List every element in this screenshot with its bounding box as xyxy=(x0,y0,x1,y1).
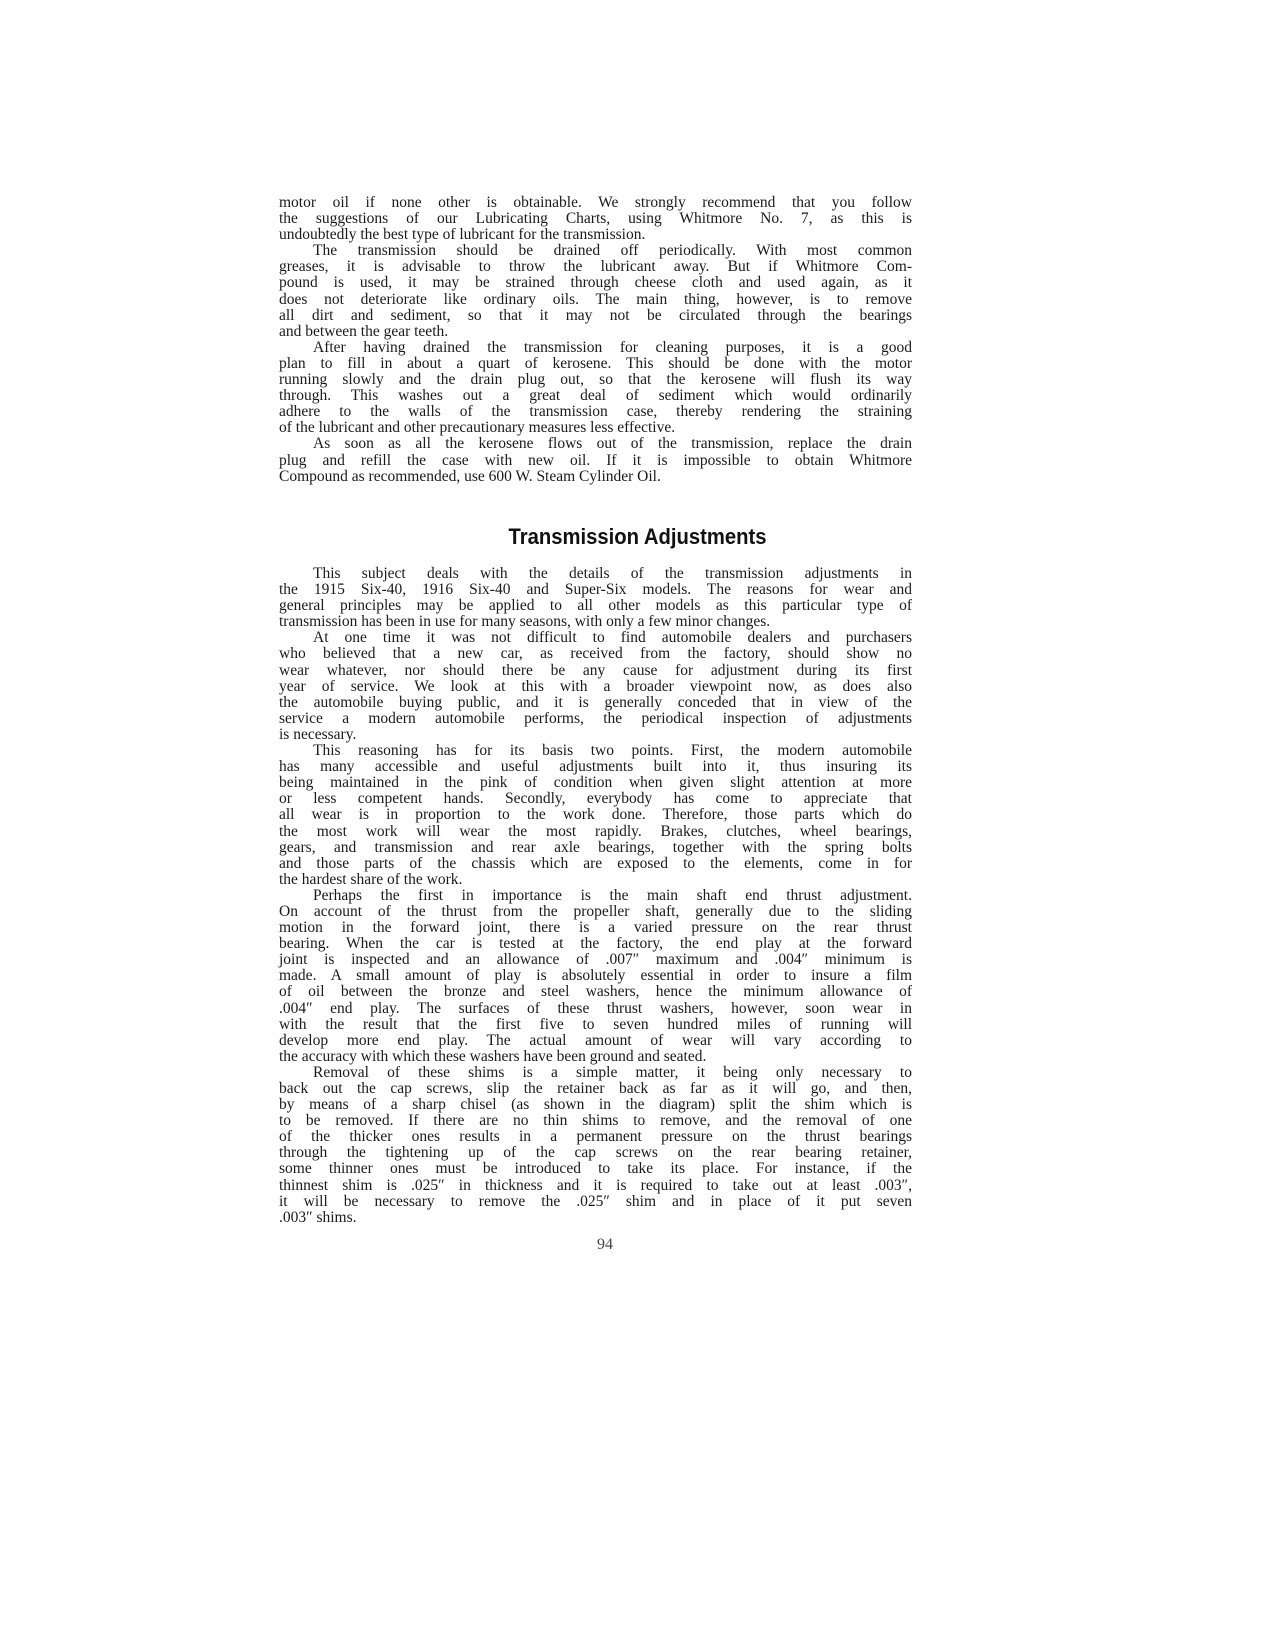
text-line: the accuracy with which these washers have been ground and seated. xyxy=(279,1047,707,1065)
text-line: general principles may be applied to all other models as this particular type of xyxy=(279,597,912,615)
text-line: to be removed. If there are no thin shims to remove, and the removal of one xyxy=(279,1112,912,1130)
text-line: it will be necessary to remove the .025″ shim and in place of it put seven xyxy=(279,1192,912,1210)
text-line: all wear is in proportion to the work done. Therefore, those parts which do xyxy=(279,806,912,824)
paragraph xyxy=(279,566,912,630)
text-line: .003″ shims. xyxy=(279,1208,357,1226)
text-line: greases, it is advisable to throw the lubricant away. But if Whitmore Com- xyxy=(279,258,912,276)
text-line: joint is inspected and an allowance of .007″ maximum and .004″ minimum is xyxy=(279,951,912,969)
text-line: who believed that a new car, as received from the factory, should show no xyxy=(279,645,912,663)
text-line: As soon as all the kerosene flows out of the transmission, replace the drain xyxy=(313,435,912,453)
text-line: gears, and transmission and rear axle bearings, together with the spring bolts xyxy=(279,838,912,856)
text-line: or less competent hands. Secondly, everybody has come to appreciate that xyxy=(279,790,912,808)
page-number: 94 xyxy=(597,1236,613,1253)
paragraph xyxy=(279,436,912,484)
text-line: transmission has been in use for many seasons, with only a few minor changes. xyxy=(279,613,771,631)
paragraph xyxy=(279,1065,912,1226)
text-line: the most work will wear the most rapidly. Brakes, clutches, wheel bearings, xyxy=(279,822,912,840)
text-line: and between the gear teeth. xyxy=(279,322,449,340)
text-line: On account of the thrust from the propeller shaft, generally due to the sliding xyxy=(279,902,912,920)
text-line: undoubtedly the best type of lubricant for the transmission. xyxy=(279,226,646,244)
text-line: Perhaps the first in importance is the main shaft end thrust adjustment. xyxy=(313,886,912,904)
text-line: plan to fill in about a quart of kerosene. This should be done with the motor xyxy=(279,354,912,372)
paragraph xyxy=(279,195,912,243)
text-line: all dirt and sediment, so that it may not be circulated through the bearings xyxy=(279,306,912,324)
text-line: the hardest share of the work. xyxy=(279,870,463,888)
text-line: After having drained the transmission for cleaning purposes, it is a good xyxy=(313,338,912,356)
text-line: thinnest shim is .025″ in thickness and it is required to take out at least .003″, xyxy=(279,1176,912,1194)
text-line: .004″ end play. The surfaces of these thrust washers, however, soon wear in xyxy=(279,999,912,1017)
text-line: motion in the forward joint, there is a varied pressure on the rear thrust xyxy=(279,919,912,937)
section-title: Transmission Adjustments xyxy=(508,524,767,549)
text-line: running slowly and the drain plug out, so that the kerosene will flush its way xyxy=(279,371,912,389)
text-line: the automobile buying public, and it is generally conceded that in view of the xyxy=(279,693,912,711)
text-line: Removal of these shims is a simple matter, it being only necessary to xyxy=(313,1063,912,1081)
text-line: plug and refill the case with new oil. If it is impossible to obtain Whitmore xyxy=(279,451,912,469)
paragraph xyxy=(279,243,912,340)
paragraph xyxy=(279,743,912,888)
text-line: of the thicker ones results in a permanent pressure on the thrust bearings xyxy=(279,1128,912,1146)
text-line: by means of a sharp chisel (as shown in the diagram) split the shim which is xyxy=(279,1096,912,1114)
text-line: with the result that the first five to seven hundred miles of running will xyxy=(279,1015,912,1033)
text-line: and those parts of the chassis which are exposed to the elements, come in for xyxy=(279,854,912,872)
text-line: The transmission should be drained off periodically. With most common xyxy=(313,242,912,260)
text-line: of oil between the bronze and steel washers, hence the minimum allowance of xyxy=(279,983,912,1001)
paragraph xyxy=(279,888,912,1065)
text-line: bearing. When the car is tested at the factory, the end play at the forward xyxy=(279,935,912,953)
text-line: develop more end play. The actual amount of wear will vary according to xyxy=(279,1031,912,1049)
text-line: year of service. We look at this with a broader viewpoint now, as does also xyxy=(279,677,912,695)
text-line: some thinner ones must be introduced to take its place. For instance, if the xyxy=(279,1160,912,1178)
text-line: pound is used, it may be strained through cheese cloth and used again, as it xyxy=(279,274,912,292)
text-line: made. A small amount of play is absolutely essential in order to insure a film xyxy=(279,967,912,985)
text-line: through the tightening up of the cap screws on the rear bearing retainer, xyxy=(279,1144,912,1162)
text-line: of the lubricant and other precautionary measures less effective. xyxy=(279,419,676,437)
section-lubrication-text xyxy=(279,195,912,485)
text-line: At one time it was not difficult to find automobile dealers and purchasers xyxy=(313,629,912,647)
text-line: being maintained in the pink of condition when given slight attention at more xyxy=(279,774,912,792)
text-line: This subject deals with the details of the transmission adjustments in xyxy=(313,565,912,582)
text-line: the 1915 Six-40, 1916 Six-40 and Super-Six models. The reasons for wear and xyxy=(279,581,912,599)
text-line: the suggestions of our Lubricating Charts, using Whitmore No. 7, as this is xyxy=(279,210,912,228)
text-line: adhere to the walls of the transmission case, thereby rendering the straining xyxy=(279,403,912,421)
section-transmission-adjustments-text xyxy=(279,566,912,1226)
text-line: has many accessible and useful adjustments built into it, thus insuring its xyxy=(279,758,912,776)
text-line: service a modern automobile performs, the periodical inspection of adjustments xyxy=(279,709,912,727)
text-line: motor oil if none other is obtainable. We strongly recommend that you follow xyxy=(279,194,912,211)
text-line: through. This washes out a great deal of sediment which would ordinarily xyxy=(279,387,912,405)
paragraph xyxy=(279,340,912,437)
text-line: This reasoning has for its basis two points. First, the modern automobile xyxy=(313,742,912,760)
text-line: does not deteriorate like ordinary oils. The main thing, however, is to remove xyxy=(279,290,912,308)
paragraph xyxy=(279,630,912,743)
text-line: is necessary. xyxy=(279,725,357,743)
text-line: wear whatever, nor should there be any cause for adjustment during its first xyxy=(279,661,912,679)
text-line: Compound as recommended, use 600 W. Steam Cylinder Oil. xyxy=(279,467,661,485)
text-line: back out the cap screws, slip the retainer back as far as it will go, and then, xyxy=(279,1080,912,1097)
